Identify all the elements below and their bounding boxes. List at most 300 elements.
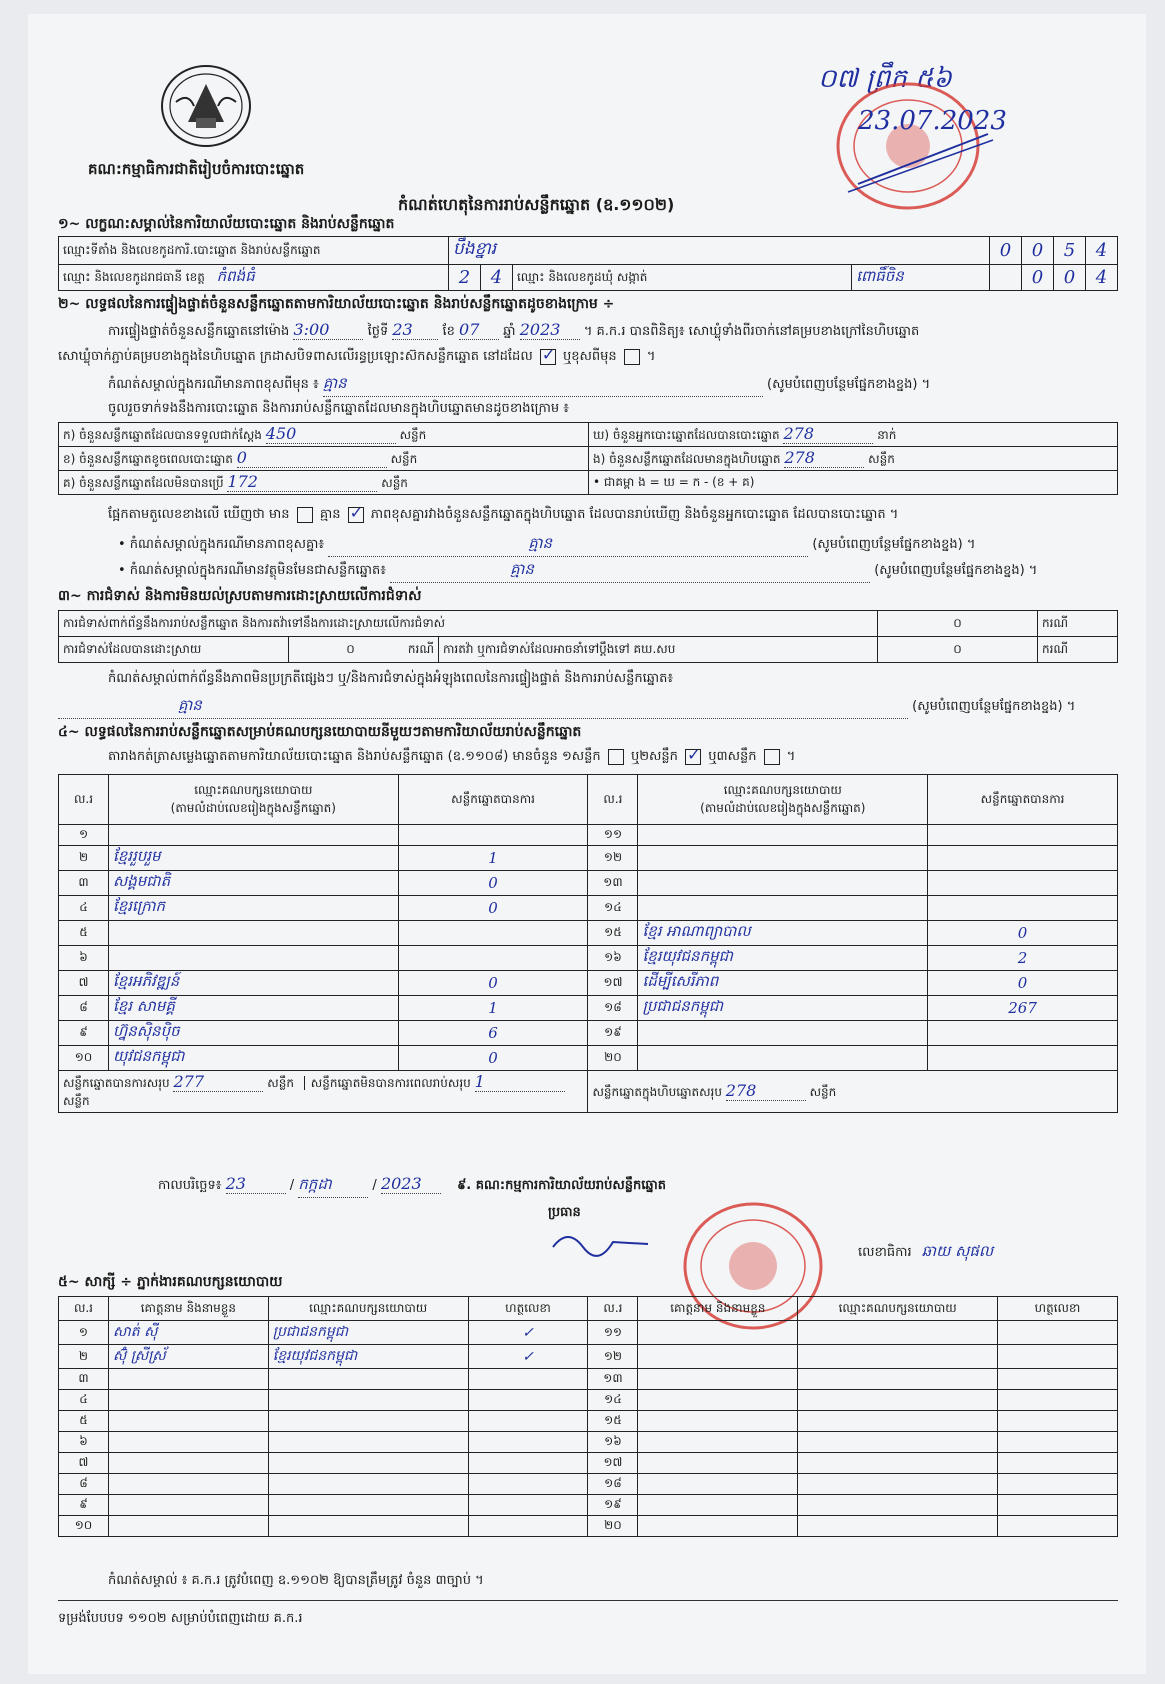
two-sheets-label: ឬ២សន្លឹក: [630, 749, 678, 764]
verify-year: 2023: [520, 320, 580, 340]
resolved-label: ការជំទាស់ដែលបានដោះស្រាយ: [59, 637, 289, 663]
chair-label: ប្រធាន: [548, 1205, 581, 1220]
official-seal-stamp-top: [818, 74, 998, 219]
witness-party: [798, 1432, 998, 1453]
witness-name: [638, 1432, 798, 1453]
handwritten-receipt-time: ០៧ ព្រឹក ៥៦: [818, 64, 952, 94]
secretary-label: លេខាធិការ: [858, 1245, 912, 1260]
fill-more-text: (សូមបំពេញបន្ថែមផ្នែកខាងខ្នង) ។: [812, 537, 976, 552]
witness-name: ស៊ុំ ស្រីស្រ័: [108, 1345, 268, 1369]
witness-party: [268, 1495, 468, 1516]
unit: សន្លឹក: [809, 1085, 837, 1099]
witness-signature: [998, 1345, 1118, 1369]
location-value: បឹងខ្នារ: [449, 237, 990, 265]
witness-party: [798, 1516, 998, 1537]
witness-party: [798, 1390, 998, 1411]
witness-no: ១: [59, 1321, 109, 1345]
results-body: [59, 825, 1118, 1071]
results-party: [638, 1046, 928, 1071]
compare-text-b: ភាពខុសគ្នារវាងចំនួនសន្លឹកឆ្នោតក្នុងហិបឆ្នោត ដែលបានរាប់ឃើញ និងចំនួនអ្នកបោះឆ្នោត ដែលបានបោះឆ្នោត ។: [370, 507, 899, 522]
form-footer: ទម្រង់បែបបទ ១១០២ សម្រាប់បំពេញដោយ គ.ក.រ: [58, 1611, 303, 1626]
count-d-label: ឃ) ចំនួនអ្នកបោះឆ្នោតដែលបានបោះឆ្នោត: [593, 428, 780, 442]
witness-signature: ✓: [468, 1321, 588, 1345]
col-party-title: ឈ្មោះគណបក្សនយោបាយ: [194, 782, 313, 797]
witness-party: [798, 1411, 998, 1432]
col-party: ឈ្មោះគណបក្សនយោបាយ: [268, 1297, 468, 1321]
nec-logo-emblem: [158, 62, 254, 150]
totals-left: [59, 1071, 588, 1113]
counts-intro: ចូលរួចទាក់ទងនឹងការបោះឆ្នោត និងការរាប់សន្លឹកឆ្នោតដែលមានក្នុងហិបឆ្នោតមានដូចខាងក្រោម ៖: [108, 401, 569, 416]
witness-row: [59, 1411, 1118, 1432]
commune-code-digit: 0: [1022, 265, 1054, 291]
results-votes: [398, 946, 588, 971]
witness-name: [638, 1474, 798, 1495]
results-party: ខ្មែរ​យុវជនកម្ពុជា: [638, 946, 928, 971]
results-no: ១៤: [588, 896, 638, 921]
witness-no: ១៧: [588, 1453, 638, 1474]
objection-label: ការជំទាស់ពាក់ព័ន្ធនឹងការរាប់សន្លឹកឆ្នោត និងការតវ៉ាទៅនឹងការដោះស្រាយលើការជំទាស់: [59, 611, 878, 637]
results-no: ៤: [59, 896, 109, 921]
unit: សន្លឹក: [399, 428, 427, 442]
col-sign: ហត្ថលេខា: [998, 1297, 1118, 1321]
tally-sheets-line: តារាងកត់ត្រាសម្លេងឆ្នោតតាមការិយាល័យបោះឆ្នោត និងរាប់សន្លឹកឆ្នោត (ឧ.១១០៨) មានចំនួន ១សន្លឹក ឬ២សន្លឹក ✓ ឬ៣សន្លឹក ។: [108, 748, 795, 767]
col-party: [108, 775, 398, 825]
witness-row: [59, 1345, 1118, 1369]
witness-row: [59, 1321, 1118, 1345]
empty-digit: [990, 265, 1022, 291]
fill-more-text: (សូមបំពេញបន្ថែមផ្នែកខាងខ្នង) ។: [767, 377, 931, 392]
count-e-label: ង) ចំនួនសន្លឹកឆ្នោតដែលមានក្នុងហិបឆ្នោត: [593, 452, 781, 466]
witness-body: [59, 1321, 1118, 1537]
results-row: [59, 971, 1118, 996]
appeal-label: ការតវ៉ា ឬការជំទាស់ដែលអាចនាំទៅប្តឹងទៅ គឃ.សប: [439, 637, 878, 663]
verify-day: 23: [392, 320, 438, 340]
results-votes: 1: [398, 996, 588, 1021]
col-party-sub: (តាមលំដាប់លេខរៀងក្នុងសន្លឹកឆ្នោត): [170, 800, 336, 815]
witness-signature: [468, 1411, 588, 1432]
no-difference-checkbox[interactable]: [348, 507, 364, 523]
commune-value: ពោធិ៍ចិន: [852, 265, 990, 291]
results-party: [638, 846, 928, 871]
results-row: [59, 846, 1118, 871]
diff-note-line: [118, 534, 975, 557]
witness-party: [268, 1432, 468, 1453]
witness-no: ៥: [59, 1411, 109, 1432]
witness-signature: [998, 1516, 1118, 1537]
results-votes: [928, 1021, 1118, 1046]
results-party: សង្គមជាតិ: [108, 871, 398, 896]
resolved-cell: [289, 637, 439, 663]
compare-text: ផ្អែកតាមតួលេខខាងលើ ឃើញថា មាន: [108, 507, 290, 522]
results-row: [59, 896, 1118, 921]
results-party: [108, 946, 398, 971]
witness-no: ៩: [59, 1495, 109, 1516]
section5-heading: ៥~ សាក្សី ÷ ភ្នាក់ងារគណបក្សនយោបាយ: [58, 1274, 283, 1290]
results-party: ខ្មែរ អាណាព្យាបាល: [638, 921, 928, 946]
results-votes: 1: [398, 846, 588, 871]
results-party: [108, 921, 398, 946]
chair-signature: [548, 1222, 658, 1262]
results-no: ៨: [59, 996, 109, 1021]
witness-name: [108, 1390, 268, 1411]
results-no: ១២: [588, 846, 638, 871]
witness-table: [58, 1296, 1118, 1537]
verify-text-c: សោឃ្លុំចាក់ភ្ជាប់គម្របខាងក្នុងនៃហិបឆ្នោត ក្រដាសបិទពាសលើរន្ធប្រឡោះស៊កសន្លឹកឆ្នោត នៅដដែល: [58, 349, 533, 364]
results-votes: [398, 825, 588, 846]
results-party: [638, 1021, 928, 1046]
date-line: កាលបរិច្ឆេទ៖ 23 / កក្កដា / 2023 ៩. គណ:កម្មការការិយាល័យរាប់សន្លឹកឆ្នោត: [158, 1174, 666, 1198]
results-votes: 0: [928, 921, 1118, 946]
witness-signature: [468, 1432, 588, 1453]
results-no: ២០: [588, 1046, 638, 1071]
witness-signature: [998, 1432, 1118, 1453]
province-value: កំពង់ធំ: [216, 266, 255, 285]
results-votes: [928, 896, 1118, 921]
case-unit: ករណី: [1038, 611, 1118, 637]
fill-more-text: (សូមបំពេញបន្ថែមផ្នែកខាងខ្នង) ។: [874, 563, 1038, 578]
col-no: ល.រ: [588, 775, 638, 825]
count-e-value: 278: [784, 448, 864, 468]
results-party: ហ្វ៊ុនស៊ិនប៉ិច: [108, 1021, 398, 1046]
unit: សន្លឹក: [381, 476, 408, 490]
witness-signature: [468, 1390, 588, 1411]
committee-label: ៩. គណ:កម្មការការិយាល័យរាប់សន្លឹកឆ្នោត: [457, 1178, 666, 1193]
objection-table: [58, 610, 1118, 663]
count-d-value: 278: [783, 424, 873, 444]
results-row: [59, 1046, 1118, 1071]
province-label: ឈ្មោះ និងលេខកូដរាជធានី ខេត្ត: [63, 269, 205, 284]
results-row: [59, 1021, 1118, 1046]
results-row: [59, 921, 1118, 946]
col-name: គោត្តនាម និងនាមខ្លួន: [108, 1297, 268, 1321]
total-valid-value: 277: [173, 1072, 263, 1092]
col-no: ល.រ: [588, 1297, 638, 1321]
three-sheets-label: ឬ៣សន្លឹក: [708, 749, 757, 764]
footer-note: កំណត់សម្គាល់ ៖ គ.ក.រ ត្រូវបំពេញ ឧ.១១០២ ឱ្យបានត្រឹមត្រូវ ចំនួន ៣ច្បាប់ ។: [108, 1573, 484, 1588]
change-note-value: គ្មាន: [323, 374, 763, 397]
witness-name: [638, 1345, 798, 1369]
results-no: ១៨: [588, 996, 638, 1021]
verify-month: 07: [459, 320, 499, 340]
witness-no: ១៩: [588, 1495, 638, 1516]
witness-name: សាត់ ស៊ី: [108, 1321, 268, 1345]
witness-party: ប្រជាជនកម្ពុជា: [268, 1321, 468, 1345]
witness-name: [108, 1495, 268, 1516]
change-note-line: [108, 374, 930, 397]
witness-no: ៣: [59, 1369, 109, 1390]
results-party: ខ្មែរ សាមគ្គី: [108, 996, 398, 1021]
witness-row: [59, 1432, 1118, 1453]
witness-party: [268, 1453, 468, 1474]
witness-name: [108, 1369, 268, 1390]
results-votes: 267: [928, 996, 1118, 1021]
count-c-value: 172: [227, 472, 377, 492]
unit: សន្លឹក: [63, 1094, 90, 1108]
results-no: ១: [59, 825, 109, 846]
witness-signature: [998, 1411, 1118, 1432]
total-invalid-label: សន្លឹកឆ្នោតមិនបានការពេលរាប់សរុប: [304, 1076, 471, 1090]
witness-party: [268, 1474, 468, 1495]
totals-right: [588, 1071, 1118, 1113]
witness-row: [59, 1453, 1118, 1474]
unit-person: នាក់: [877, 428, 897, 442]
counts-table: [58, 422, 1118, 495]
witness-signature: [998, 1321, 1118, 1345]
results-votes: [928, 846, 1118, 871]
secretary-line: [858, 1242, 993, 1264]
results-no: ១០: [59, 1046, 109, 1071]
organization-name: គណ:កម្មាធិការជាតិរៀបចំការបោះឆ្នោត: [88, 160, 305, 178]
witness-no: ២: [59, 1345, 109, 1369]
witness-name: [638, 1453, 798, 1474]
witness-name: [108, 1432, 268, 1453]
total-box-value: 278: [726, 1081, 806, 1101]
results-votes: [928, 871, 1118, 896]
changed-label: ឬខុសពីមុន: [562, 349, 617, 364]
count-formula: • ជាគម្ពា ង = ឃ = ក - (ខ + គ): [589, 471, 1118, 495]
witness-name: [638, 1495, 798, 1516]
witness-name: [108, 1516, 268, 1537]
witness-name: [638, 1411, 798, 1432]
results-party: ខ្មែរក្រោក: [108, 896, 398, 921]
col-votes: សន្លឹកឆ្នោតបានការ: [928, 775, 1118, 825]
results-votes: 0: [398, 971, 588, 996]
count-a-value: 450: [266, 424, 396, 444]
total-invalid-value: 1: [475, 1072, 565, 1092]
witness-no: ២០: [588, 1516, 638, 1537]
change-note-label: កំណត់សម្គាល់ក្នុងករណីមានភាពខុសពីមុន ៖: [108, 377, 319, 392]
section4-heading: ៤~ លទ្ធផលនៃការរាប់សន្លឹកឆ្នោតសម្រាប់គណបក្សនយោបាយនីមួយៗតាមការិយាល័យរាប់សន្លឹកឆ្នោត: [58, 724, 582, 740]
witness-signature: [998, 1453, 1118, 1474]
witness-no: ១៤: [588, 1390, 638, 1411]
commune-cell: [513, 265, 852, 291]
count-b-value: 0: [237, 448, 387, 468]
verify-text: ការផ្ទៀងផ្ទាត់ចំនួនសន្លឹកឆ្នោតនៅម៉ោង: [108, 324, 290, 339]
unit: សន្លឹក: [868, 452, 895, 466]
witness-row: [59, 1369, 1118, 1390]
witness-name: [638, 1321, 798, 1345]
results-no: ៣: [59, 871, 109, 896]
witness-no: ៨: [59, 1474, 109, 1495]
witness-no: ៦: [59, 1432, 109, 1453]
compare-line: [108, 506, 898, 525]
witness-no: ១៦: [588, 1432, 638, 1453]
results-party: ដើម្បីសេរីភាព: [638, 971, 928, 996]
appeal-value: ០: [878, 637, 1038, 663]
province-cell: [59, 265, 449, 291]
witness-signature: [468, 1495, 588, 1516]
witness-party: ខ្មែរយុវជនកម្ពុជា: [268, 1345, 468, 1369]
results-row: [59, 871, 1118, 896]
unit: សន្លឹក: [267, 1076, 294, 1090]
commune-code-digit: 0: [1054, 265, 1086, 291]
results-votes: 6: [398, 1021, 588, 1046]
witness-signature: [998, 1474, 1118, 1495]
commune-code-digit: 4: [1086, 265, 1118, 291]
results-no: ៦: [59, 946, 109, 971]
results-row: [59, 946, 1118, 971]
province-code-digit: 4: [481, 265, 513, 291]
results-no: ៩: [59, 1021, 109, 1046]
results-party: យុវជនកម្ពុជា: [108, 1046, 398, 1071]
verify-text-b: ។ គ.ក.រ បានពិនិត្យ៖ សោឃ្លុំទាំងពីរចាក់នៅគម្របខាងក្រៅនៃហិបឆ្នោត: [583, 324, 920, 339]
results-no: ៥: [59, 921, 109, 946]
province-code-digit: 2: [449, 265, 481, 291]
section1-table: [58, 236, 1118, 291]
witness-name: [108, 1474, 268, 1495]
witness-name: [638, 1516, 798, 1537]
results-votes: 2: [928, 946, 1118, 971]
witness-no: ៤: [59, 1390, 109, 1411]
results-no: ១១: [588, 825, 638, 846]
witness-row: [59, 1474, 1118, 1495]
section2-heading: ២~ លទ្ធផលនៃការផ្ទៀងផ្ទាត់ចំនួនសន្លឹកឆ្នោតតាមការិយាល័យបោះឆ្នោត និងរាប់សន្លឹកឆ្នោតដូចខាងក្រោម ÷: [58, 296, 615, 312]
results-party: ខ្មែរអភិវឌ្ឍន៍: [108, 971, 398, 996]
fill-more-text: (សូមបំពេញបន្ថែមផ្នែកខាងខ្នង) ។: [912, 699, 1076, 714]
col-party-sub: (តាមលំដាប់លេខរៀងក្នុងសន្លឹកឆ្នោត): [700, 800, 866, 815]
date-year: 2023: [381, 1174, 441, 1194]
results-no: ១៦: [588, 946, 638, 971]
unchanged-checkbox[interactable]: [540, 349, 556, 365]
diff-note-label: • កំណត់សម្គាល់ក្នុងករណីមានភាពខុសគ្នា៖: [118, 537, 325, 552]
month-label: ខែ: [442, 324, 455, 339]
witness-signature: ✓: [468, 1345, 588, 1369]
has-difference-checkbox[interactable]: [297, 507, 313, 523]
witness-name: [638, 1390, 798, 1411]
witness-no: ១៨: [588, 1474, 638, 1495]
results-row: [59, 996, 1118, 1021]
witness-party: [798, 1321, 998, 1345]
section3-heading: ៣~ ការជំទាស់ និងការមិនយល់ស្របតាមការដោះស្រាយលើការជំទាស់: [58, 588, 422, 604]
total-box-label: សន្លឹកឆ្នោតក្នុងហិបឆ្នោតសរុប: [592, 1085, 722, 1099]
witness-no: ១២: [588, 1345, 638, 1369]
col-party: [638, 775, 928, 825]
section1-heading: ១~ លក្ខណ:សម្គាល់នៃការិយាល័យបោះឆ្នោត និងរាប់សន្លឹកឆ្នោត: [58, 216, 395, 232]
results-no: ១៣: [588, 871, 638, 896]
witness-row: [59, 1390, 1118, 1411]
witness-no: ១៣: [588, 1369, 638, 1390]
results-no: ២: [59, 846, 109, 871]
witness-party: [268, 1516, 468, 1537]
witness-row: [59, 1516, 1118, 1537]
results-party: [638, 871, 928, 896]
form-page: [28, 14, 1146, 1674]
year-label: ឆ្នាំ: [503, 324, 516, 339]
date-month: កក្កដា: [298, 1175, 368, 1198]
irregularity-note-value: គ្មាន: [58, 696, 908, 719]
case-unit: ករណី: [1038, 637, 1118, 663]
resolved-value: ០: [346, 641, 355, 656]
witness-signature: [468, 1369, 588, 1390]
witness-party: [268, 1411, 468, 1432]
witness-party: [268, 1390, 468, 1411]
witness-no: ១០: [59, 1516, 109, 1537]
witness-no: ៧: [59, 1453, 109, 1474]
count-a-label: ក) ចំនួនសន្លឹកឆ្នោតដែលបានទទួលជាក់ស្តែង: [63, 428, 262, 442]
col-party-title: ឈ្មោះគណបក្សនយោបាយ: [723, 782, 842, 797]
results-table: [58, 774, 1118, 1113]
results-no: ១៩: [588, 1021, 638, 1046]
witness-row: [59, 1495, 1118, 1516]
location-code-digit: 4: [1086, 237, 1118, 265]
location-code-digit: 0: [1022, 237, 1054, 265]
diff-note-value: គ្មាន: [328, 534, 808, 557]
witness-signature: [998, 1369, 1118, 1390]
results-votes: [398, 921, 588, 946]
results-no: ៧: [59, 971, 109, 996]
results-votes: [928, 1046, 1118, 1071]
witness-name: [638, 1369, 798, 1390]
verify-line-2: សោឃ្លុំចាក់ភ្ជាប់គម្របខាងក្នុងនៃហិបឆ្នោត ក្រដាសបិទពាសលើរន្ធប្រឡោះស៊កសន្លឹកឆ្នោត នៅដដែល ✓ ឬខុសពីមុន ។: [58, 348, 655, 367]
witness-party: [798, 1369, 998, 1390]
col-party: ឈ្មោះគណបក្សនយោបាយ: [798, 1297, 998, 1321]
form-title: កំណត់ហេតុនៃការរាប់សន្លឹកឆ្នោត (ឧ.១១០២): [398, 195, 675, 214]
results-party: [108, 825, 398, 846]
results-row: [59, 825, 1118, 846]
case-unit: ករណី: [407, 641, 434, 656]
location-code-digit: 0: [990, 237, 1022, 265]
witness-no: ១១: [588, 1321, 638, 1345]
tally-intro: តារាងកត់ត្រាសម្លេងឆ្នោតតាមការិយាល័យបោះឆ្នោត និងរាប់សន្លឹកឆ្នោត (ឧ.១១០៨) មានចំនួន ១សន្លឹក: [108, 749, 601, 764]
total-valid-label: សន្លឹកឆ្នោតបានការសរុប: [63, 1076, 170, 1090]
results-party: [638, 896, 928, 921]
witness-signature: [998, 1495, 1118, 1516]
two-sheets-checkbox[interactable]: [685, 749, 701, 765]
verify-line-1: [108, 320, 919, 342]
witness-party: [798, 1345, 998, 1369]
unit: សន្លឹក: [390, 452, 418, 466]
three-sheets-checkbox[interactable]: [764, 749, 780, 765]
date-day: 23: [226, 1174, 286, 1194]
commune-label: ឈ្មោះ និងលេខកូដឃុំ សង្កាត់: [517, 269, 648, 284]
witness-signature: [468, 1453, 588, 1474]
footer-divider: [58, 1600, 1118, 1601]
witness-name: [108, 1453, 268, 1474]
count-b-label: ខ) ចំនួនសន្លឹកឆ្នោតខូចពេលបោះឆ្នោត: [63, 452, 233, 466]
day-label: ថ្ងៃទី: [367, 324, 389, 339]
col-name: គោត្តនាម និងនាមខ្លួន: [638, 1297, 798, 1321]
results-votes: 0: [398, 1046, 588, 1071]
col-votes: សន្លឹកឆ្នោតបានការ: [398, 775, 588, 825]
secretary-name: ឆាយ សុផល: [921, 1242, 994, 1260]
witness-name: [108, 1411, 268, 1432]
col-no: ល.រ: [59, 1297, 109, 1321]
date-label: កាលបរិច្ឆេទ៖: [158, 1178, 222, 1193]
changed-checkbox[interactable]: [624, 349, 640, 365]
irregularity-note-label: កំណត់សម្គាល់ពាក់ព័ន្ធនឹងភាពមិនប្រក្រតីផ្សេងៗ ឬ/និងការជំទាស់ក្នុងអំឡុងពេលនៃការផ្ទៀងផ្ទាត់ និងការរាប់សន្លឹកឆ្នោត៖: [108, 671, 674, 686]
no-difference-label: គ្មាន: [319, 507, 341, 522]
col-sign: ហត្ថលេខា: [468, 1297, 588, 1321]
location-label: ឈ្មោះទីតាំង និងលេខកូដការិ.បោះឆ្នោត និងរាប់សន្លឹកឆ្នោត: [59, 237, 449, 265]
witness-party: [798, 1453, 998, 1474]
witness-signature: [468, 1516, 588, 1537]
handwritten-receipt-date: 23.07.2023: [858, 106, 1007, 136]
witness-signature: [468, 1474, 588, 1495]
odd-note-value: គ្មាន: [390, 560, 870, 583]
results-votes: 0: [398, 871, 588, 896]
witness-party: [798, 1495, 998, 1516]
objection-value: ០: [878, 611, 1038, 637]
results-party: ប្រជាជនកម្ពុជា: [638, 996, 928, 1021]
odd-note-line: [118, 560, 1037, 583]
results-party: [638, 825, 928, 846]
results-no: ១៥: [588, 921, 638, 946]
odd-note-label: • កំណត់សម្គាល់ក្នុងករណីមានវត្ថុមិនមែនជាសន្លឹកឆ្នោត៖: [118, 563, 386, 578]
results-votes: [928, 825, 1118, 846]
location-code-digit: 5: [1054, 237, 1086, 265]
results-no: ១៧: [588, 971, 638, 996]
one-sheet-checkbox[interactable]: [608, 749, 624, 765]
